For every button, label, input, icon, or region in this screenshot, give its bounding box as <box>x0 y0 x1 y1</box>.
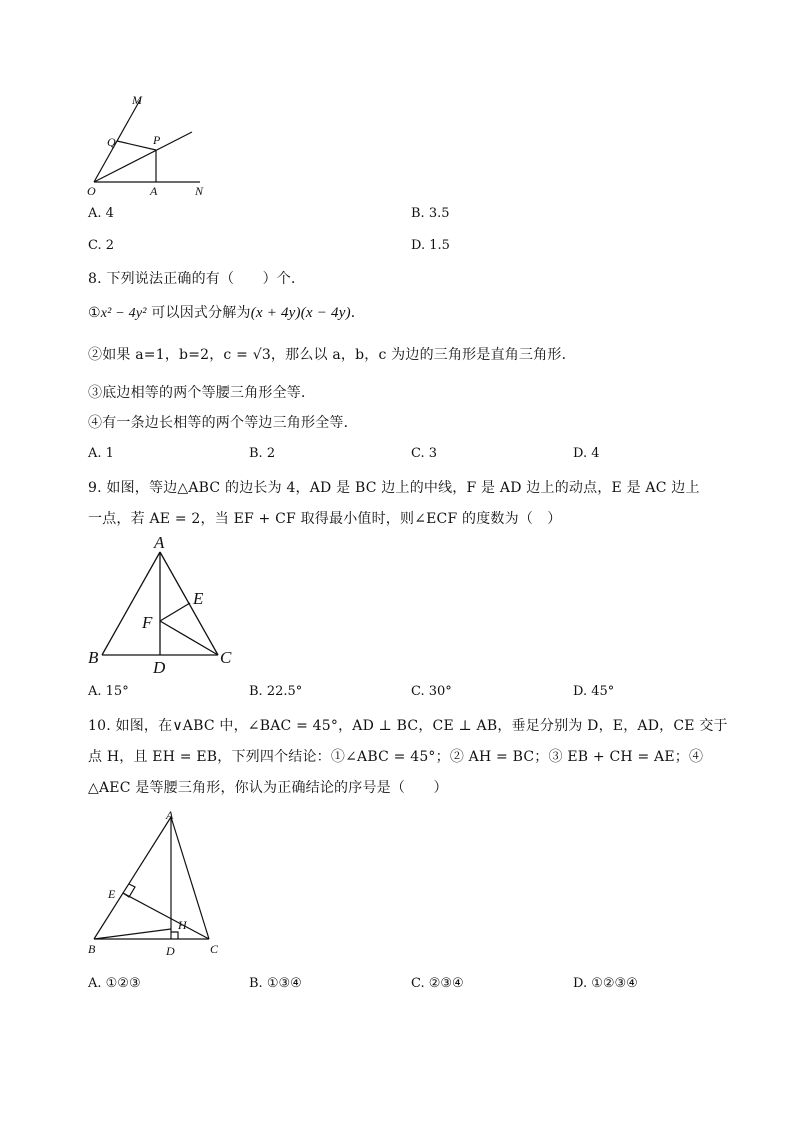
q10-stem-line-2: 点 H，且 EH = EB，下列四个结论：①∠ABC = 45°；② AH = BC；③ EB + CH = AE；④ <box>88 749 704 765</box>
q8-statement-2: ②如果 a=1，b=2，c = √3，那么以 a，b，c 为边的三角形是直角三角形． <box>88 347 576 363</box>
altitude-ce <box>123 893 209 939</box>
q7-option-c[interactable]: C. 2 <box>88 238 115 253</box>
q8-s1-expression: x² − 4y² <box>100 306 147 321</box>
side-ac <box>171 817 209 939</box>
segment-fc <box>160 621 218 655</box>
label-q: Q <box>107 135 116 149</box>
segment-qp <box>117 141 156 150</box>
label-d: D <box>166 944 175 958</box>
q9-figure <box>82 530 242 675</box>
right-angle-mark-d <box>171 932 178 939</box>
label-p: P <box>153 133 161 147</box>
q7-option-b[interactable]: B. 3.5 <box>411 206 450 221</box>
q7-option-d[interactable]: D. 1.5 <box>411 238 450 253</box>
label-e: E <box>108 887 116 901</box>
q9-option-a[interactable]: A. 15° <box>88 684 129 699</box>
q7-option-a[interactable]: A. 4 <box>88 206 114 221</box>
q8-option-c[interactable]: C. 3 <box>411 446 438 461</box>
q9-option-d[interactable]: D. 45° <box>573 684 615 699</box>
q8-stem: 8. 下列说法正确的有（ ）个． <box>88 271 306 287</box>
q8-statement-3: ③底边相等的两个等腰三角形全等． <box>88 385 316 401</box>
label-h: H <box>178 918 187 932</box>
label-c: C <box>210 942 219 956</box>
label-e: E <box>193 589 204 608</box>
q10-option-b[interactable]: B. ①③④ <box>249 976 302 991</box>
q9-stem-line-2: 一点，若 AE = 2，当 EF + CF 取得最小值时，则∠ECF 的度数为（ ） <box>88 511 562 527</box>
q8-s1-factorization: (x + 4y)(x − 4y) <box>250 305 351 321</box>
q7-figure <box>82 92 212 202</box>
q10-option-c[interactable]: C. ②③④ <box>411 976 464 991</box>
q8-option-d[interactable]: D. 4 <box>573 446 600 461</box>
q9-option-b[interactable]: B. 22.5° <box>249 684 303 699</box>
label-a: A <box>166 808 174 822</box>
q8-statement-1 <box>88 302 365 322</box>
label-b: B <box>88 648 99 667</box>
q9-stem-line-1: 9. 如图，等边△ABC 的边长为 4，AD 是 BC 边上的中线，F 是 AD 边上的动点，E 是 AC 边上 <box>88 480 700 496</box>
label-c: C <box>220 648 232 667</box>
q8-s1-prefix: ① <box>88 305 101 321</box>
q8-option-b[interactable]: B. 2 <box>249 446 276 461</box>
label-f: F <box>142 613 153 632</box>
segment-bh <box>94 929 171 939</box>
label-b: B <box>88 942 96 956</box>
q8-s1-end: ． <box>350 305 365 321</box>
label-a: A <box>150 184 158 198</box>
segment-fe <box>160 603 190 621</box>
label-a: A <box>154 533 165 552</box>
label-o: O <box>87 184 96 198</box>
label-d: D <box>153 658 166 675</box>
q8-option-a[interactable]: A. 1 <box>88 446 114 461</box>
q10-option-d[interactable]: D. ①②③④ <box>573 976 638 991</box>
label-m: M <box>132 93 142 107</box>
side-ab <box>102 552 160 655</box>
q10-stem-line-1: 10. 如图，在∨ABC 中，∠BAC = 45°，AD ⊥ BC，CE ⊥ AB，垂足分别为 D，E，AD，CE 交于 <box>88 718 728 734</box>
q10-option-a[interactable]: A. ①②③ <box>88 976 141 991</box>
q10-stem-line-3: △AEC 是等腰三角形，你认为正确结论的序号是（ ） <box>88 780 448 796</box>
side-ab <box>94 817 171 939</box>
q9-option-c[interactable]: C. 30° <box>411 684 452 699</box>
q10-figure <box>82 805 232 965</box>
q8-s1-mid: 可以因式分解为 <box>146 305 251 321</box>
q8-statement-4: ④有一条边长相等的两个等边三角形全等． <box>88 415 358 431</box>
label-n: N <box>195 184 204 198</box>
